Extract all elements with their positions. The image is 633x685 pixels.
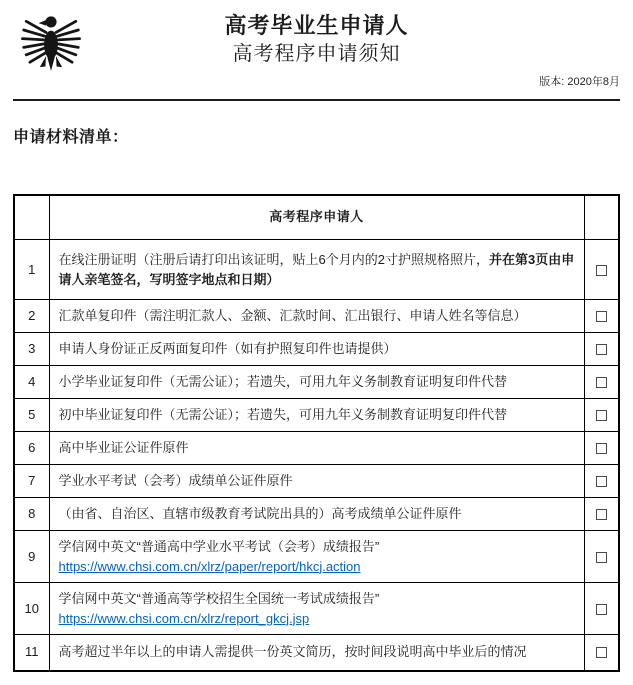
row-number: 7: [14, 465, 49, 498]
header-empty-checkbox-cell: [584, 195, 619, 240]
table-row: [14, 300, 619, 333]
row-text: 学信网中英文“普通高中学业水平考试（会考）成绩报告”: [58, 538, 380, 554]
table-row: [14, 399, 619, 432]
row-text-bold: 并在第3页由申请人亲笔签名，写明签字地点和日期）: [58, 251, 575, 287]
table-row: [14, 333, 619, 366]
row-description: 申请人身份证正反两面复印件（如有护照复印件也请提供）: [49, 333, 584, 366]
row-number: 6: [14, 432, 49, 465]
checkbox[interactable]: [596, 344, 607, 355]
row-description: 小学毕业证复印件（无需公证）；若遗失，可用九年义务制教育证明复印件代替: [49, 366, 584, 399]
row-number: 5: [14, 399, 49, 432]
row-text: 在线注册证明（注册后请打印出该证明，贴上6个月内的2寸护照规格照片，: [58, 251, 489, 267]
row-checkbox-cell: [584, 366, 619, 399]
section-title: 申请材料清单：: [13, 128, 129, 146]
checkbox[interactable]: [596, 410, 607, 421]
row-checkbox-cell: [584, 635, 619, 671]
page-title: 高考毕业生申请人: [224, 13, 409, 38]
table-row: [14, 498, 619, 531]
header-divider: [13, 99, 620, 101]
row-number: 2: [14, 300, 49, 333]
checkbox[interactable]: [596, 552, 607, 563]
materials-checklist-table: [13, 194, 620, 672]
row-checkbox-cell: [584, 432, 619, 465]
german-federal-eagle-icon: [20, 6, 82, 80]
row-description: 高考超过半年以上的申请人需提供一份英文简历，按时间段说明高中毕业后的情况: [49, 635, 584, 671]
table-row: [14, 366, 619, 399]
row-number: 9: [14, 531, 49, 583]
table-row: [14, 240, 619, 300]
table-row: [14, 531, 619, 583]
table-row: [14, 583, 619, 635]
chsi-hkcj-report-link[interactable]: https://www.chsi.com.cn/xlrz/paper/report/hkcj.action: [58, 558, 361, 574]
header-empty-cell: [14, 195, 49, 240]
row-description: 汇款单复印件（需注明汇款人、金额、汇款时间、汇出银行、申请人姓名等信息）: [49, 300, 584, 333]
row-description: [49, 240, 584, 300]
row-description: （由省、自治区、直辖市级教育考试院出具的）高考成绩单公证件原件: [49, 498, 584, 531]
row-description: [49, 531, 584, 583]
checkbox[interactable]: [596, 443, 607, 454]
checkbox[interactable]: [596, 311, 607, 322]
version-label: 版本: 2020年8月: [539, 75, 620, 88]
checkbox[interactable]: [596, 377, 607, 388]
row-number: 4: [14, 366, 49, 399]
row-description: [49, 583, 584, 635]
row-checkbox-cell: [584, 465, 619, 498]
row-checkbox-cell: [584, 583, 619, 635]
table-row: [14, 432, 619, 465]
row-description: 学业水平考试（会考）成绩单公证件原件: [49, 465, 584, 498]
checkbox[interactable]: [596, 476, 607, 487]
document-header: [13, 0, 620, 101]
row-text: 学信网中英文“普通高等学校招生全国统一考试成绩报告”: [58, 590, 380, 606]
table-row: [14, 465, 619, 498]
row-checkbox-cell: [584, 300, 619, 333]
row-number: 11: [14, 635, 49, 671]
row-checkbox-cell: [584, 333, 619, 366]
checkbox[interactable]: [596, 604, 607, 615]
row-checkbox-cell: [584, 498, 619, 531]
chsi-gkcj-report-link[interactable]: https://www.chsi.com.cn/xlrz/report_gkcj.jsp: [58, 610, 310, 626]
table-header-row: [14, 195, 619, 240]
table-row: [14, 635, 619, 671]
checkbox[interactable]: [596, 509, 607, 520]
row-number: 10: [14, 583, 49, 635]
row-number: 8: [14, 498, 49, 531]
column-header: 高考程序申请人: [49, 195, 584, 240]
checkbox[interactable]: [596, 647, 607, 658]
row-checkbox-cell: [584, 531, 619, 583]
row-description: 高中毕业证公证件原件: [49, 432, 584, 465]
row-checkbox-cell: [584, 240, 619, 300]
checkbox[interactable]: [596, 265, 607, 276]
row-number: 3: [14, 333, 49, 366]
row-number: 1: [14, 240, 49, 300]
row-description: 初中毕业证复印件（无需公证）；若遗失，可用九年义务制教育证明复印件代替: [49, 399, 584, 432]
page-subtitle: 高考程序申请须知: [232, 42, 401, 65]
row-checkbox-cell: [584, 399, 619, 432]
